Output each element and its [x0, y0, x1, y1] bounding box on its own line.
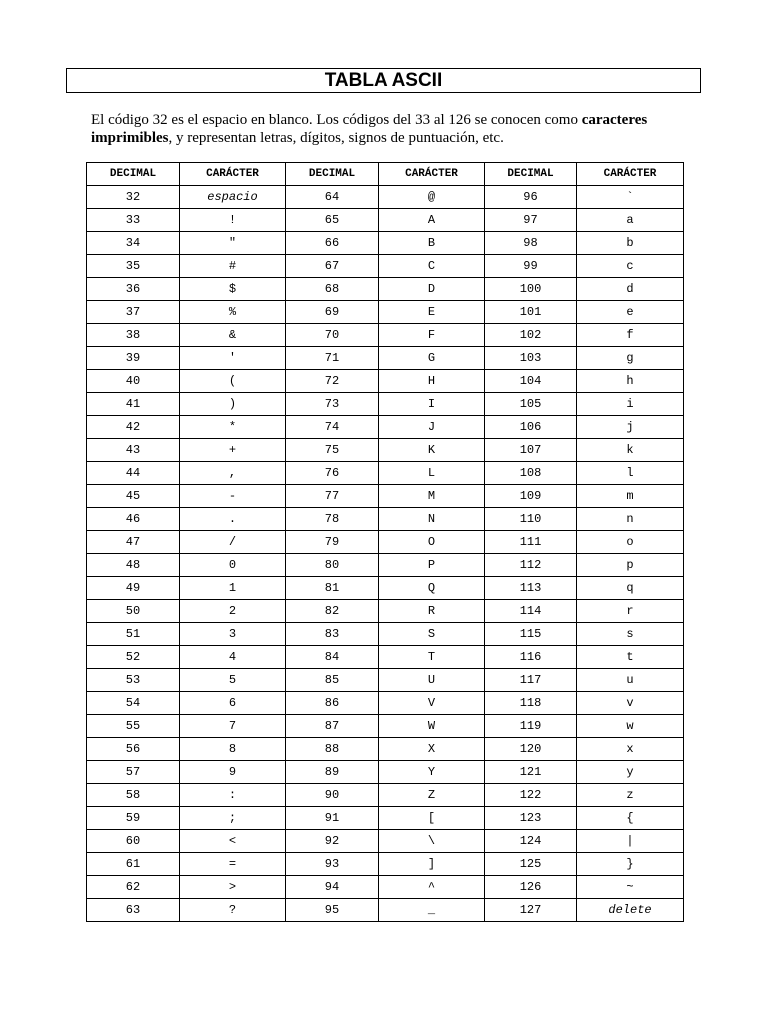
decimal-cell: 57: [87, 761, 180, 784]
table-row: [87, 301, 684, 324]
table-row: [87, 600, 684, 623]
character-cell: x: [577, 738, 684, 761]
character-cell: w: [577, 715, 684, 738]
character-cell: H: [379, 370, 485, 393]
character-cell: K: [379, 439, 485, 462]
table-row: [87, 554, 684, 577]
decimal-cell: 113: [485, 577, 577, 600]
decimal-cell: 54: [87, 692, 180, 715]
character-cell: i: [577, 393, 684, 416]
table-row: [87, 508, 684, 531]
decimal-cell: 33: [87, 209, 180, 232]
character-cell: `: [577, 186, 684, 209]
decimal-cell: 100: [485, 278, 577, 301]
decimal-cell: 120: [485, 738, 577, 761]
character-cell: 7: [180, 715, 286, 738]
character-cell: I: [379, 393, 485, 416]
decimal-cell: 58: [87, 784, 180, 807]
character-cell: z: [577, 784, 684, 807]
ascii-table: [86, 162, 684, 922]
table-row: [87, 186, 684, 209]
character-cell: k: [577, 439, 684, 462]
decimal-cell: 83: [286, 623, 379, 646]
decimal-cell: 122: [485, 784, 577, 807]
table-row: [87, 761, 684, 784]
decimal-cell: 106: [485, 416, 577, 439]
decimal-cell: 48: [87, 554, 180, 577]
character-cell: *: [180, 416, 286, 439]
decimal-cell: 59: [87, 807, 180, 830]
character-cell: D: [379, 278, 485, 301]
decimal-cell: 53: [87, 669, 180, 692]
intro-paragraph: [91, 111, 691, 147]
character-cell: 5: [180, 669, 286, 692]
table-row: [87, 485, 684, 508]
table-row: [87, 577, 684, 600]
character-cell: F: [379, 324, 485, 347]
decimal-cell: 39: [87, 347, 180, 370]
character-cell: [: [379, 807, 485, 830]
table-row: [87, 830, 684, 853]
character-cell: .: [180, 508, 286, 531]
decimal-cell: 95: [286, 899, 379, 922]
character-cell: Z: [379, 784, 485, 807]
decimal-cell: 101: [485, 301, 577, 324]
decimal-cell: 93: [286, 853, 379, 876]
character-cell: N: [379, 508, 485, 531]
table-row: [87, 853, 684, 876]
character-cell: delete: [577, 899, 684, 922]
character-cell: +: [180, 439, 286, 462]
table-row: [87, 715, 684, 738]
character-cell: s: [577, 623, 684, 646]
table-row: [87, 646, 684, 669]
character-cell: \: [379, 830, 485, 853]
character-cell: (: [180, 370, 286, 393]
character-cell: X: [379, 738, 485, 761]
character-cell: 8: [180, 738, 286, 761]
character-cell: 2: [180, 600, 286, 623]
header-decimal-1: DECIMAL: [87, 163, 180, 186]
character-cell: j: [577, 416, 684, 439]
header-character-1: CARÁCTER: [180, 163, 286, 186]
table-row: [87, 462, 684, 485]
decimal-cell: 50: [87, 600, 180, 623]
character-cell: @: [379, 186, 485, 209]
character-cell: O: [379, 531, 485, 554]
decimal-cell: 98: [485, 232, 577, 255]
decimal-cell: 66: [286, 232, 379, 255]
decimal-cell: 70: [286, 324, 379, 347]
character-cell: ": [180, 232, 286, 255]
decimal-cell: 45: [87, 485, 180, 508]
character-cell: p: [577, 554, 684, 577]
decimal-cell: 91: [286, 807, 379, 830]
decimal-cell: 82: [286, 600, 379, 623]
intro-text-2: , y representan letras, dígitos, signos de puntuación, etc.: [168, 130, 504, 146]
decimal-cell: 103: [485, 347, 577, 370]
character-cell: G: [379, 347, 485, 370]
decimal-cell: 114: [485, 600, 577, 623]
decimal-cell: 52: [87, 646, 180, 669]
character-cell: ]: [379, 853, 485, 876]
character-cell: #: [180, 255, 286, 278]
character-cell: -: [180, 485, 286, 508]
character-cell: V: [379, 692, 485, 715]
decimal-cell: 68: [286, 278, 379, 301]
decimal-cell: 67: [286, 255, 379, 278]
decimal-cell: 87: [286, 715, 379, 738]
table-row: [87, 393, 684, 416]
decimal-cell: 49: [87, 577, 180, 600]
decimal-cell: 99: [485, 255, 577, 278]
table-body: [87, 186, 684, 922]
character-cell: 4: [180, 646, 286, 669]
decimal-cell: 105: [485, 393, 577, 416]
character-cell: ,: [180, 462, 286, 485]
character-cell: E: [379, 301, 485, 324]
table-row: [87, 439, 684, 462]
character-cell: $: [180, 278, 286, 301]
intro-text-1: El código 32 es el espacio en blanco. Los códigos del 33 al 126 se conocen como: [91, 112, 582, 128]
character-cell: B: [379, 232, 485, 255]
decimal-cell: 116: [485, 646, 577, 669]
character-cell: h: [577, 370, 684, 393]
table-row: [87, 692, 684, 715]
decimal-cell: 110: [485, 508, 577, 531]
character-cell: a: [577, 209, 684, 232]
table-row: [87, 738, 684, 761]
decimal-cell: 96: [485, 186, 577, 209]
character-cell: &: [180, 324, 286, 347]
decimal-cell: 125: [485, 853, 577, 876]
page-title: TABLA ASCII: [66, 68, 701, 93]
character-cell: m: [577, 485, 684, 508]
character-cell: n: [577, 508, 684, 531]
character-cell: ?: [180, 899, 286, 922]
decimal-cell: 85: [286, 669, 379, 692]
character-cell: 0: [180, 554, 286, 577]
decimal-cell: 81: [286, 577, 379, 600]
header-decimal-3: DECIMAL: [485, 163, 577, 186]
decimal-cell: 62: [87, 876, 180, 899]
character-cell: C: [379, 255, 485, 278]
character-cell: |: [577, 830, 684, 853]
table-row: [87, 784, 684, 807]
decimal-cell: 88: [286, 738, 379, 761]
table-row: [87, 278, 684, 301]
decimal-cell: 42: [87, 416, 180, 439]
character-cell: <: [180, 830, 286, 853]
decimal-cell: 73: [286, 393, 379, 416]
decimal-cell: 79: [286, 531, 379, 554]
decimal-cell: 72: [286, 370, 379, 393]
header-decimal-2: DECIMAL: [286, 163, 379, 186]
decimal-cell: 74: [286, 416, 379, 439]
decimal-cell: 121: [485, 761, 577, 784]
table-header-row: [87, 163, 684, 186]
decimal-cell: 102: [485, 324, 577, 347]
decimal-cell: 109: [485, 485, 577, 508]
decimal-cell: 65: [286, 209, 379, 232]
character-cell: J: [379, 416, 485, 439]
table-row: [87, 623, 684, 646]
table-row: [87, 531, 684, 554]
character-cell: g: [577, 347, 684, 370]
decimal-cell: 104: [485, 370, 577, 393]
character-cell: =: [180, 853, 286, 876]
character-cell: 9: [180, 761, 286, 784]
decimal-cell: 38: [87, 324, 180, 347]
decimal-cell: 77: [286, 485, 379, 508]
character-cell: A: [379, 209, 485, 232]
decimal-cell: 86: [286, 692, 379, 715]
decimal-cell: 78: [286, 508, 379, 531]
decimal-cell: 56: [87, 738, 180, 761]
table-row: [87, 876, 684, 899]
decimal-cell: 55: [87, 715, 180, 738]
character-cell: c: [577, 255, 684, 278]
character-cell: espacio: [180, 186, 286, 209]
decimal-cell: 64: [286, 186, 379, 209]
character-cell: :: [180, 784, 286, 807]
decimal-cell: 34: [87, 232, 180, 255]
character-cell: %: [180, 301, 286, 324]
character-cell: Y: [379, 761, 485, 784]
decimal-cell: 108: [485, 462, 577, 485]
decimal-cell: 80: [286, 554, 379, 577]
character-cell: 1: [180, 577, 286, 600]
decimal-cell: 36: [87, 278, 180, 301]
character-cell: e: [577, 301, 684, 324]
decimal-cell: 117: [485, 669, 577, 692]
character-cell: d: [577, 278, 684, 301]
character-cell: >: [180, 876, 286, 899]
character-cell: u: [577, 669, 684, 692]
character-cell: P: [379, 554, 485, 577]
decimal-cell: 126: [485, 876, 577, 899]
table-row: [87, 669, 684, 692]
decimal-cell: 124: [485, 830, 577, 853]
decimal-cell: 51: [87, 623, 180, 646]
character-cell: v: [577, 692, 684, 715]
character-cell: {: [577, 807, 684, 830]
table-row: [87, 255, 684, 278]
decimal-cell: 44: [87, 462, 180, 485]
decimal-cell: 84: [286, 646, 379, 669]
decimal-cell: 60: [87, 830, 180, 853]
decimal-cell: 107: [485, 439, 577, 462]
table-row: [87, 209, 684, 232]
character-cell: }: [577, 853, 684, 876]
character-cell: Q: [379, 577, 485, 600]
table-row: [87, 807, 684, 830]
table-row: [87, 324, 684, 347]
character-cell: 3: [180, 623, 286, 646]
decimal-cell: 118: [485, 692, 577, 715]
decimal-cell: 47: [87, 531, 180, 554]
table-row: [87, 416, 684, 439]
decimal-cell: 127: [485, 899, 577, 922]
intro-bold-text: caracteres imprimibles: [91, 112, 648, 146]
decimal-cell: 63: [87, 899, 180, 922]
character-cell: ': [180, 347, 286, 370]
decimal-cell: 46: [87, 508, 180, 531]
decimal-cell: 94: [286, 876, 379, 899]
character-cell: ;: [180, 807, 286, 830]
decimal-cell: 119: [485, 715, 577, 738]
decimal-cell: 40: [87, 370, 180, 393]
character-cell: y: [577, 761, 684, 784]
decimal-cell: 61: [87, 853, 180, 876]
decimal-cell: 35: [87, 255, 180, 278]
character-cell: 6: [180, 692, 286, 715]
decimal-cell: 89: [286, 761, 379, 784]
character-cell: q: [577, 577, 684, 600]
decimal-cell: 115: [485, 623, 577, 646]
character-cell: ^: [379, 876, 485, 899]
character-cell: U: [379, 669, 485, 692]
decimal-cell: 69: [286, 301, 379, 324]
character-cell: T: [379, 646, 485, 669]
character-cell: l: [577, 462, 684, 485]
header-character-3: CARÁCTER: [577, 163, 684, 186]
character-cell: b: [577, 232, 684, 255]
decimal-cell: 112: [485, 554, 577, 577]
character-cell: t: [577, 646, 684, 669]
table-row: [87, 899, 684, 922]
character-cell: !: [180, 209, 286, 232]
character-cell: _: [379, 899, 485, 922]
character-cell: o: [577, 531, 684, 554]
table-row: [87, 347, 684, 370]
character-cell: L: [379, 462, 485, 485]
decimal-cell: 123: [485, 807, 577, 830]
decimal-cell: 41: [87, 393, 180, 416]
table-row: [87, 370, 684, 393]
decimal-cell: 37: [87, 301, 180, 324]
character-cell: /: [180, 531, 286, 554]
decimal-cell: 76: [286, 462, 379, 485]
decimal-cell: 32: [87, 186, 180, 209]
character-cell: W: [379, 715, 485, 738]
decimal-cell: 92: [286, 830, 379, 853]
header-character-2: CARÁCTER: [379, 163, 485, 186]
character-cell: R: [379, 600, 485, 623]
character-cell: ): [180, 393, 286, 416]
decimal-cell: 71: [286, 347, 379, 370]
character-cell: ~: [577, 876, 684, 899]
character-cell: f: [577, 324, 684, 347]
character-cell: r: [577, 600, 684, 623]
table-row: [87, 232, 684, 255]
decimal-cell: 111: [485, 531, 577, 554]
decimal-cell: 75: [286, 439, 379, 462]
decimal-cell: 90: [286, 784, 379, 807]
decimal-cell: 43: [87, 439, 180, 462]
character-cell: M: [379, 485, 485, 508]
decimal-cell: 97: [485, 209, 577, 232]
character-cell: S: [379, 623, 485, 646]
